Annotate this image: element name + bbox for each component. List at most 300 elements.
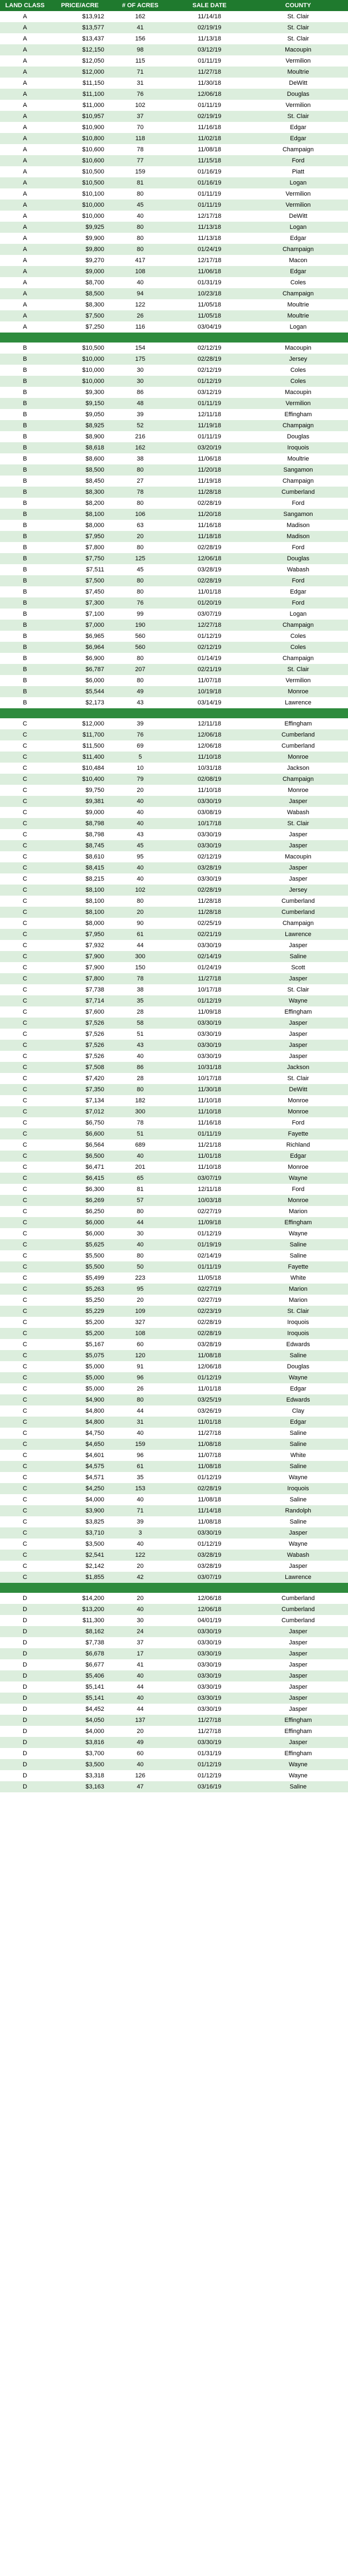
- cell-date: 11/16/18: [197, 124, 221, 131]
- cell-price: $13,912: [82, 13, 104, 20]
- table-row: [0, 873, 348, 885]
- cell-price: $1,855: [85, 1574, 104, 1581]
- cell-acres: 91: [136, 1363, 144, 1370]
- table-row: [0, 1295, 348, 1306]
- cell-acres: 52: [136, 422, 144, 429]
- cell-acres: 20: [136, 1728, 144, 1735]
- cell-county: Iroquois: [287, 444, 309, 451]
- cell-class: B: [23, 345, 27, 351]
- cell-date: 03/30/19: [197, 1706, 222, 1713]
- cell-date: 01/11/19: [197, 433, 221, 440]
- cell-class: D: [23, 1739, 27, 1746]
- cell-county: Macon: [289, 257, 308, 264]
- cell-class: D: [23, 1617, 27, 1624]
- cell-class: A: [23, 324, 27, 330]
- table-row: [0, 1073, 348, 1084]
- cell-price: $6,900: [85, 655, 104, 662]
- cell-acres: 44: [136, 1408, 144, 1414]
- cell-acres: 44: [136, 1706, 144, 1713]
- cell-price: $11,150: [83, 80, 104, 86]
- cell-county: Vermilion: [285, 400, 311, 407]
- cell-county: Edgar: [290, 124, 306, 131]
- cell-class: A: [23, 235, 27, 242]
- cell-date: 11/27/18: [197, 69, 221, 75]
- cell-class: C: [23, 1142, 27, 1148]
- cell-date: 03/28/19: [197, 1563, 222, 1570]
- cell-class: C: [23, 1496, 27, 1503]
- table-row: [0, 1128, 348, 1139]
- cell-county: Jasper: [289, 1684, 308, 1690]
- cell-acres: 223: [135, 1275, 146, 1281]
- table-row: [0, 1284, 348, 1295]
- cell-acres: 80: [136, 577, 144, 584]
- cell-class: C: [23, 831, 27, 838]
- cell-price: $11,000: [83, 102, 104, 109]
- table-row: [0, 620, 348, 631]
- header-price-per-acre: PRICE/ACRE: [61, 2, 99, 9]
- cell-county: Wabash: [287, 566, 309, 573]
- cell-county: Vermilion: [285, 102, 311, 109]
- cell-county: St. Clair: [287, 987, 309, 993]
- cell-class: C: [23, 909, 27, 916]
- cell-date: 11/08/18: [197, 146, 221, 153]
- cell-class: D: [23, 1761, 27, 1768]
- cell-acres: 40: [136, 1695, 144, 1701]
- cell-acres: 20: [136, 909, 144, 916]
- cell-county: Fayette: [288, 1131, 309, 1137]
- cell-acres: 61: [136, 931, 144, 938]
- table-row: [0, 1250, 348, 1261]
- cell-acres: 60: [136, 1750, 144, 1757]
- cell-price: $10,900: [82, 124, 104, 131]
- cell-county: Champaign: [282, 478, 314, 484]
- cell-county: Jasper: [289, 1695, 308, 1701]
- table-row: [0, 453, 348, 464]
- cell-date: 03/30/19: [197, 942, 222, 949]
- cell-date: 01/16/19: [197, 168, 222, 175]
- cell-class: A: [23, 13, 27, 20]
- cell-acres: 27: [136, 478, 144, 484]
- cell-price: $7,738: [85, 1639, 104, 1646]
- cell-county: Effingham: [284, 1728, 312, 1735]
- cell-price: $10,600: [82, 146, 104, 153]
- cell-acres: 94: [136, 290, 144, 297]
- cell-acres: 71: [136, 69, 144, 75]
- table-row: [0, 686, 348, 697]
- cell-class: D: [23, 1595, 27, 1602]
- cell-county: Logan: [289, 324, 307, 330]
- table-row: [0, 321, 348, 333]
- cell-acres: 109: [135, 1308, 146, 1315]
- cell-date: 12/11/18: [197, 1186, 221, 1193]
- cell-date: 10/31/18: [197, 1064, 222, 1071]
- table-row: [0, 1428, 348, 1439]
- cell-date: 11/20/18: [197, 511, 221, 518]
- table-row: [0, 1626, 348, 1637]
- table-row: [0, 1383, 348, 1394]
- cell-county: Champaign: [282, 146, 314, 153]
- cell-county: Coles: [290, 644, 306, 651]
- cell-county: Wayne: [289, 1541, 308, 1547]
- cell-price: $8,100: [85, 909, 104, 916]
- cell-class: C: [23, 964, 27, 971]
- cell-class: B: [23, 544, 27, 551]
- cell-acres: 78: [136, 975, 144, 982]
- cell-acres: 122: [135, 1552, 146, 1558]
- cell-acres: 80: [136, 677, 144, 684]
- cell-class: B: [23, 511, 27, 518]
- cell-class: C: [23, 1164, 27, 1171]
- cell-acres: 44: [136, 942, 144, 949]
- cell-acres: 115: [135, 58, 145, 64]
- cell-price: $13,577: [82, 24, 104, 31]
- cell-price: $10,400: [82, 776, 104, 783]
- table-row: [0, 100, 348, 111]
- cell-class: A: [23, 124, 27, 131]
- cell-date: 11/08/18: [197, 1496, 221, 1503]
- cell-acres: 40: [136, 798, 144, 805]
- cell-county: Effingham: [284, 411, 312, 418]
- cell-acres: 40: [136, 1153, 144, 1159]
- cell-class: C: [23, 1219, 27, 1226]
- cell-price: $6,964: [85, 644, 104, 651]
- cell-county: Randolph: [285, 1507, 311, 1514]
- cell-price: $10,500: [82, 345, 104, 351]
- cell-date: 02/28/19: [197, 887, 222, 893]
- cell-county: Ford: [291, 600, 305, 606]
- cell-price: $8,798: [85, 831, 104, 838]
- cell-class: B: [23, 577, 27, 584]
- cell-date: 12/06/18: [197, 1606, 222, 1613]
- table-row: [0, 774, 348, 785]
- cell-date: 11/16/18: [197, 522, 221, 529]
- cell-county: Saline: [289, 1253, 307, 1259]
- cell-class: C: [23, 1086, 27, 1093]
- cell-county: Ford: [291, 1186, 305, 1193]
- cell-class: A: [23, 224, 27, 231]
- table-row: [0, 498, 348, 509]
- cell-acres: 28: [136, 1009, 144, 1015]
- cell-price: $10,000: [82, 202, 104, 208]
- cell-date: 01/24/19: [197, 246, 222, 253]
- section-separator: [0, 708, 348, 718]
- cell-price: $8,415: [85, 865, 104, 871]
- table-row: [0, 67, 348, 78]
- cell-date: 03/30/19: [197, 1673, 222, 1679]
- cell-date: 01/12/19: [197, 1474, 222, 1481]
- cell-acres: 207: [135, 666, 146, 673]
- cell-date: 03/28/19: [197, 566, 222, 573]
- cell-date: 01/11/19: [197, 58, 221, 64]
- cell-price: $12,000: [82, 69, 104, 75]
- cell-class: B: [23, 500, 27, 507]
- cell-class: C: [23, 1397, 27, 1403]
- cell-date: 01/31/19: [197, 279, 222, 286]
- cell-county: White: [290, 1275, 306, 1281]
- cell-acres: 40: [136, 1496, 144, 1503]
- table-row: [0, 509, 348, 520]
- cell-class: D: [23, 1606, 27, 1613]
- cell-date: 11/05/18: [197, 1275, 221, 1281]
- cell-county: Wayne: [289, 1474, 308, 1481]
- cell-date: 11/30/18: [197, 80, 221, 86]
- cell-price: $4,452: [85, 1706, 104, 1713]
- cell-acres: 95: [136, 1286, 144, 1292]
- cell-county: Edwards: [286, 1341, 310, 1348]
- cell-acres: 560: [135, 644, 146, 651]
- cell-acres: 80: [136, 1208, 144, 1215]
- cell-class: A: [23, 191, 27, 197]
- cell-class: C: [23, 754, 27, 760]
- cell-date: 02/21/19: [197, 666, 222, 673]
- cell-price: $7,500: [85, 313, 104, 319]
- cell-price: $4,650: [85, 1441, 104, 1448]
- cell-acres: 39: [136, 720, 144, 727]
- cell-date: 01/12/19: [197, 633, 222, 640]
- cell-class: C: [23, 1507, 27, 1514]
- cell-date: 02/25/19: [197, 920, 222, 927]
- cell-county: Jasper: [289, 876, 308, 882]
- cell-county: Lawrence: [285, 1574, 311, 1581]
- cell-acres: 162: [135, 13, 146, 20]
- table-row: [0, 896, 348, 907]
- cell-acres: 45: [136, 566, 144, 573]
- cell-acres: 63: [136, 522, 144, 529]
- cell-price: $7,508: [85, 1064, 104, 1071]
- cell-acres: 5: [138, 754, 142, 760]
- cell-county: Piatt: [291, 168, 304, 175]
- cell-date: 03/20/19: [197, 444, 222, 451]
- cell-county: Lawrence: [285, 699, 311, 706]
- table-row: [0, 675, 348, 686]
- header-acres: # OF ACRES: [122, 2, 158, 9]
- cell-acres: 10: [136, 765, 144, 771]
- cell-price: $10,000: [82, 378, 104, 385]
- cell-price: $2,142: [85, 1563, 104, 1570]
- cell-date: 12/06/18: [197, 555, 222, 562]
- cell-class: B: [23, 666, 27, 673]
- cell-acres: 80: [136, 589, 144, 595]
- cell-class: C: [23, 1386, 27, 1392]
- table-row: [0, 653, 348, 664]
- table-row: [0, 1339, 348, 1350]
- table-row: [0, 575, 348, 586]
- table-row: [0, 420, 348, 431]
- table-row: [0, 1417, 348, 1428]
- table-row: [0, 984, 348, 995]
- cell-class: C: [23, 1253, 27, 1259]
- cell-acres: 80: [136, 655, 144, 662]
- cell-acres: 80: [136, 500, 144, 507]
- cell-price: $13,437: [82, 35, 104, 42]
- cell-county: Douglas: [286, 1363, 310, 1370]
- cell-county: Jasper: [289, 1563, 308, 1570]
- cell-acres: 41: [136, 1662, 144, 1668]
- cell-date: 11/05/18: [197, 313, 221, 319]
- cell-acres: 201: [135, 1164, 146, 1171]
- cell-price: $8,700: [85, 279, 104, 286]
- cell-class: A: [23, 47, 27, 53]
- cell-date: 02/23/19: [197, 1308, 222, 1315]
- cell-county: Jersey: [289, 887, 308, 893]
- cell-class: C: [23, 953, 27, 960]
- table-row: [0, 631, 348, 642]
- cell-price: $8,500: [85, 290, 104, 297]
- table-row: [0, 376, 348, 387]
- cell-date: 11/13/18: [197, 35, 221, 42]
- cell-acres: 35: [136, 1474, 144, 1481]
- cell-county: Edgar: [290, 135, 306, 142]
- cell-price: $14,200: [82, 1595, 104, 1602]
- cell-date: 01/24/19: [197, 964, 222, 971]
- cell-date: 01/11/19: [197, 1131, 221, 1137]
- cell-date: 03/28/19: [197, 1552, 222, 1558]
- table-row: [0, 1527, 348, 1539]
- table-row: [0, 233, 348, 244]
- cell-price: $12,150: [82, 47, 104, 53]
- cell-class: C: [23, 1075, 27, 1082]
- cell-class: A: [23, 58, 27, 64]
- cell-county: Douglas: [286, 91, 310, 98]
- cell-county: Wayne: [289, 1175, 308, 1182]
- table-row: [0, 155, 348, 166]
- cell-date: 11/01/18: [197, 1386, 221, 1392]
- cell-price: $5,200: [85, 1330, 104, 1337]
- cell-class: C: [23, 1374, 27, 1381]
- cell-class: C: [23, 1208, 27, 1215]
- cell-acres: 20: [136, 1563, 144, 1570]
- cell-county: Cumberland: [282, 909, 315, 916]
- cell-acres: 108: [135, 268, 146, 275]
- cell-class: B: [23, 522, 27, 529]
- table-row: [0, 642, 348, 653]
- cell-county: Ford: [291, 157, 305, 164]
- cell-price: $11,300: [83, 1617, 104, 1624]
- cell-date: 12/27/18: [197, 622, 222, 628]
- table-row: [0, 1539, 348, 1550]
- cell-date: 12/06/18: [197, 732, 222, 738]
- cell-date: 02/08/19: [197, 776, 222, 783]
- cell-class: A: [23, 35, 27, 42]
- table-row: [0, 166, 348, 177]
- cell-acres: 175: [135, 356, 146, 362]
- cell-class: B: [23, 644, 27, 651]
- cell-date: 03/16/19: [197, 1783, 222, 1790]
- cell-date: 11/10/18: [197, 754, 221, 760]
- cell-price: $8,300: [85, 301, 104, 308]
- cell-acres: 108: [135, 1330, 146, 1337]
- cell-price: $7,134: [85, 1097, 104, 1104]
- table-row: [0, 752, 348, 763]
- cell-class: C: [23, 776, 27, 783]
- cell-price: $7,000: [85, 622, 104, 628]
- cell-class: C: [23, 942, 27, 949]
- table-row: [0, 1139, 348, 1151]
- header-sale-date: SALE DATE: [192, 2, 227, 9]
- cell-county: Champaign: [282, 622, 314, 628]
- cell-price: $7,900: [85, 953, 104, 960]
- cell-price: $4,000: [85, 1496, 104, 1503]
- cell-date: 03/30/19: [197, 1739, 222, 1746]
- cell-acres: 417: [135, 257, 146, 264]
- cell-price: $6,678: [85, 1650, 104, 1657]
- table-row: [0, 1051, 348, 1062]
- cell-date: 02/19/19: [197, 113, 222, 120]
- table-row: [0, 1184, 348, 1195]
- cell-class: C: [23, 743, 27, 749]
- cell-acres: 30: [136, 367, 144, 374]
- cell-date: 11/10/18: [197, 1097, 221, 1104]
- cell-price: $10,000: [82, 367, 104, 374]
- cell-acres: 65: [136, 1175, 144, 1182]
- cell-price: $8,300: [85, 489, 104, 495]
- cell-acres: 35: [136, 998, 144, 1004]
- cell-county: Wayne: [289, 998, 308, 1004]
- cell-acres: 78: [136, 1120, 144, 1126]
- cell-price: $5,625: [85, 1241, 104, 1248]
- cell-acres: 118: [135, 135, 145, 142]
- table-row: [0, 44, 348, 55]
- cell-price: $7,750: [85, 555, 104, 562]
- cell-class: C: [23, 1064, 27, 1071]
- cell-acres: 61: [136, 1463, 144, 1470]
- cell-acres: 81: [136, 180, 144, 186]
- cell-class: C: [23, 898, 27, 904]
- cell-price: $6,600: [85, 1131, 104, 1137]
- cell-class: C: [23, 820, 27, 827]
- table-row: [0, 1162, 348, 1173]
- table-row: [0, 1726, 348, 1737]
- cell-price: $7,420: [85, 1075, 104, 1082]
- table-row: [0, 962, 348, 973]
- cell-class: C: [23, 1485, 27, 1492]
- cell-class: C: [23, 920, 27, 927]
- cell-acres: 43: [136, 1042, 144, 1049]
- cell-price: $6,965: [85, 633, 104, 640]
- cell-date: 10/17/18: [197, 1075, 222, 1082]
- cell-county: Monroe: [288, 787, 309, 794]
- cell-acres: 86: [136, 1064, 144, 1071]
- cell-acres: 20: [136, 787, 144, 794]
- cell-acres: 150: [135, 964, 146, 971]
- cell-county: Cumberland: [282, 1617, 315, 1624]
- cell-class: C: [23, 1020, 27, 1026]
- cell-price: $3,816: [85, 1739, 104, 1746]
- table-row: [0, 211, 348, 222]
- cell-acres: 20: [136, 1595, 144, 1602]
- table-row: [0, 33, 348, 44]
- cell-price: $6,415: [85, 1175, 104, 1182]
- cell-county: Coles: [290, 279, 306, 286]
- cell-county: Monroe: [288, 1108, 309, 1115]
- cell-price: $3,700: [85, 1750, 104, 1757]
- table-row: [0, 288, 348, 299]
- table-row: [0, 310, 348, 321]
- cell-county: Clay: [291, 1408, 304, 1414]
- cell-date: 11/10/18: [197, 787, 221, 794]
- cell-price: $5,167: [85, 1341, 104, 1348]
- cell-price: $8,100: [85, 898, 104, 904]
- cell-class: C: [23, 1352, 27, 1359]
- table-row: [0, 995, 348, 1006]
- table-row: [0, 1494, 348, 1505]
- cell-price: $4,050: [85, 1717, 104, 1724]
- cell-county: Macoupin: [285, 345, 311, 351]
- cell-date: 11/08/18: [197, 1441, 221, 1448]
- cell-acres: 80: [136, 224, 144, 231]
- cell-acres: 40: [136, 865, 144, 871]
- cell-date: 11/27/18: [197, 975, 221, 982]
